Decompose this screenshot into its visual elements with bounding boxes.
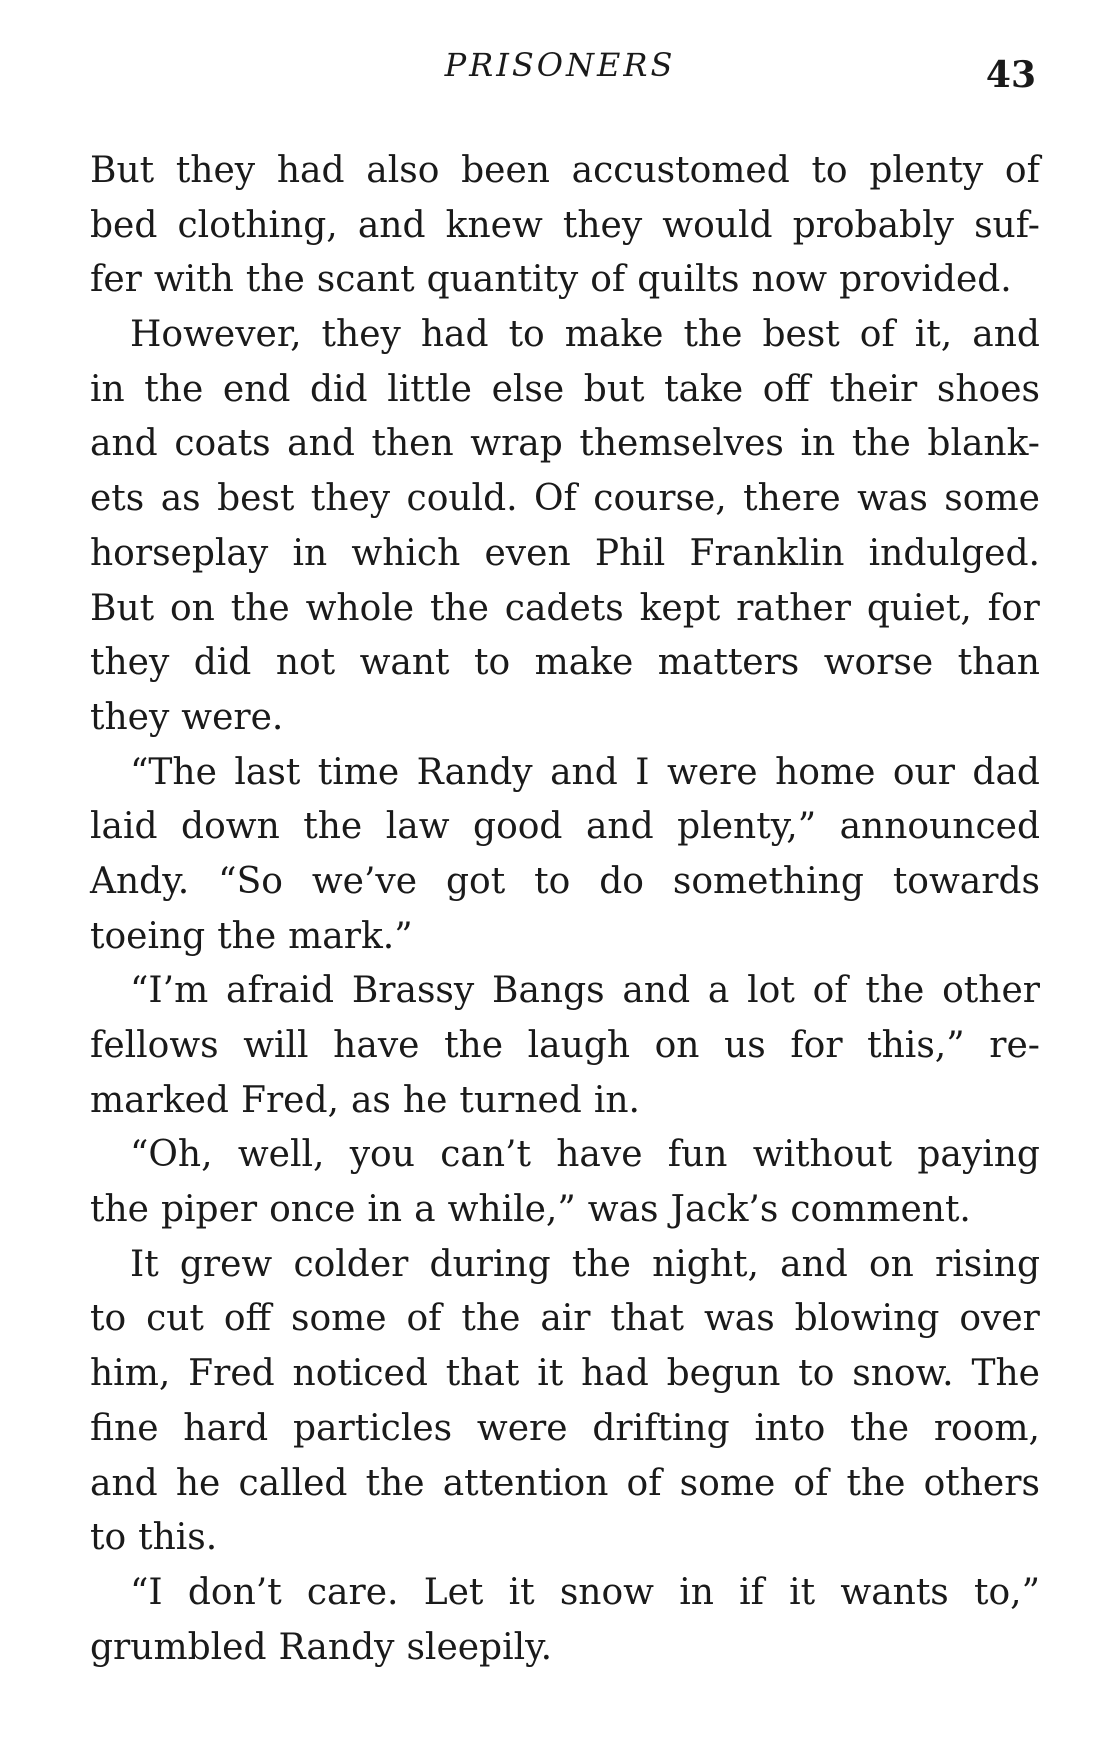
text-line	[90, 1238, 1040, 1293]
word: provided.	[839, 259, 1012, 301]
word: Let	[423, 1571, 484, 1613]
word: the	[571, 1243, 631, 1285]
word: it,	[914, 314, 953, 356]
word: Fred	[188, 1353, 275, 1395]
word: Randy	[278, 1626, 395, 1668]
word: our	[892, 751, 955, 793]
word: rather	[736, 587, 851, 629]
word: But	[90, 587, 155, 629]
word: end	[222, 368, 291, 410]
word: which	[351, 532, 461, 574]
word: the	[850, 1407, 910, 1449]
word: the	[461, 1298, 521, 1340]
word: last	[234, 751, 301, 793]
word: during	[429, 1243, 551, 1285]
body-text	[90, 144, 1040, 1675]
text-line	[90, 527, 1040, 582]
text-line	[90, 308, 1040, 363]
word: wrap	[470, 423, 563, 465]
text-line	[90, 1566, 1040, 1621]
word: for	[987, 587, 1040, 629]
word: sleepily.	[406, 1626, 553, 1668]
word: Randy	[416, 751, 533, 793]
word: accustomed	[571, 150, 790, 191]
word: air	[540, 1298, 591, 1340]
word: Of	[534, 478, 577, 520]
word: to	[90, 1517, 127, 1559]
word: something	[672, 860, 864, 902]
word: horseplay	[90, 532, 269, 574]
word: fun	[667, 1134, 728, 1176]
word: drifting	[592, 1407, 730, 1449]
word: of	[590, 259, 626, 301]
word: to	[811, 150, 848, 191]
word: was	[857, 478, 928, 520]
text-line	[90, 1074, 1040, 1129]
word: to	[798, 1353, 835, 1395]
word: had	[276, 150, 345, 191]
text-line	[90, 1183, 1040, 1238]
word: the	[230, 587, 290, 629]
word: the	[865, 970, 925, 1012]
word: did	[310, 368, 368, 410]
word: Bangs	[492, 970, 605, 1012]
word: you	[349, 1134, 415, 1176]
word: were	[666, 751, 758, 793]
word: paying	[917, 1134, 1040, 1176]
word: colder	[293, 1243, 409, 1285]
text-line	[90, 1511, 1040, 1566]
word: and	[972, 314, 1040, 356]
word: for	[790, 1025, 843, 1066]
word: will	[243, 1025, 309, 1066]
word: But	[90, 150, 155, 191]
word: they	[562, 204, 643, 246]
word: the	[683, 314, 743, 356]
word: whole	[305, 587, 415, 629]
word: re-	[989, 1025, 1040, 1066]
word: snow.	[852, 1353, 954, 1395]
word: Franklin	[689, 532, 845, 574]
word: than	[957, 642, 1040, 684]
word: ets	[90, 478, 145, 520]
word: it	[537, 1353, 564, 1395]
text-line	[90, 1347, 1040, 1402]
text-line	[90, 746, 1040, 801]
word: blowing	[794, 1298, 940, 1340]
word: snow	[559, 1571, 654, 1613]
word: to,”	[974, 1571, 1040, 1613]
word: comment.	[790, 1189, 971, 1231]
text-line	[90, 691, 1040, 746]
word: off	[223, 1298, 272, 1340]
text-line	[90, 417, 1040, 472]
word: if	[739, 1571, 764, 1613]
word: particles	[292, 1407, 453, 1449]
word: laugh	[527, 1025, 631, 1066]
word: of	[406, 1298, 442, 1340]
word: they	[90, 696, 170, 738]
word: had	[581, 1353, 649, 1395]
word: dad	[972, 751, 1040, 793]
word: can’t	[440, 1134, 531, 1176]
word: coats	[174, 423, 271, 465]
word: do	[599, 860, 644, 902]
word: but	[583, 368, 645, 410]
word: well,	[237, 1134, 325, 1176]
word: fine	[90, 1407, 159, 1449]
word: the	[90, 1189, 149, 1231]
word: toeing	[90, 915, 206, 957]
running-title: PRISONERS	[444, 46, 676, 84]
word: Brassy	[351, 970, 475, 1012]
word: in.	[593, 1079, 640, 1121]
word: it	[508, 1571, 535, 1613]
word: other	[942, 970, 1040, 1012]
word: the	[245, 259, 305, 301]
word: a	[414, 1189, 436, 1231]
word: was	[703, 1298, 775, 1340]
word: I	[635, 751, 650, 793]
word: course,	[593, 478, 727, 520]
word: as	[350, 1079, 391, 1121]
word: they	[175, 150, 256, 191]
text-line	[90, 253, 1040, 308]
word: rising	[935, 1243, 1040, 1285]
word: and	[287, 423, 355, 465]
text-line	[90, 582, 1040, 637]
word: also	[366, 150, 440, 191]
word: were	[476, 1407, 568, 1449]
word: else	[491, 368, 565, 410]
word: us	[724, 1025, 766, 1066]
word: then	[371, 423, 454, 465]
word: and	[622, 970, 691, 1012]
word: now	[751, 259, 828, 301]
word: cut	[146, 1298, 204, 1340]
word: “I’m	[130, 970, 209, 1012]
word: little	[387, 368, 472, 410]
word: to	[508, 314, 545, 356]
word: have	[333, 1025, 420, 1066]
word: off	[762, 368, 810, 410]
word: of	[1004, 150, 1040, 191]
word: plenty	[869, 150, 984, 191]
word: they	[310, 478, 391, 520]
word: as	[160, 478, 201, 520]
word: this,”	[867, 1025, 965, 1066]
word: night,	[652, 1243, 759, 1285]
word: marked	[90, 1079, 229, 1121]
text-line	[90, 855, 1040, 910]
text-line	[90, 1402, 1040, 1457]
text-line	[90, 472, 1040, 527]
word: wants	[840, 1571, 949, 1613]
text-line	[90, 636, 1040, 691]
word: blank-	[927, 423, 1040, 465]
word: there	[743, 478, 841, 520]
word: the	[217, 915, 277, 957]
word: and	[550, 751, 618, 793]
text-line	[90, 1019, 1040, 1074]
word: their	[829, 368, 918, 410]
word: of	[793, 1462, 829, 1504]
word: Fred,	[240, 1079, 339, 1121]
word: piper	[160, 1189, 258, 1231]
word: it	[789, 1571, 816, 1613]
text-line	[90, 964, 1040, 1019]
word: “Oh,	[130, 1134, 213, 1176]
running-head	[0, 44, 1120, 94]
word: law	[385, 806, 450, 848]
word: afraid	[226, 970, 335, 1012]
word: on	[654, 1025, 700, 1066]
word: the	[365, 1462, 425, 1504]
word: Jack’s	[670, 1189, 779, 1231]
word: mark.”	[288, 915, 413, 957]
word: on	[169, 587, 215, 629]
word: home	[775, 751, 876, 793]
word: could.	[406, 478, 518, 520]
text-line	[90, 363, 1040, 418]
word: others	[923, 1462, 1040, 1504]
word: The	[971, 1353, 1040, 1395]
word: in	[800, 423, 836, 465]
word: of	[812, 970, 848, 1012]
word: the	[429, 587, 489, 629]
word: suf-	[974, 204, 1040, 246]
word: time	[317, 751, 400, 793]
word: in	[367, 1189, 403, 1231]
word: kept	[639, 587, 721, 629]
text-line	[90, 1128, 1040, 1183]
word: the	[303, 806, 363, 848]
word: “I	[130, 1571, 163, 1613]
word: grew	[179, 1243, 273, 1285]
word: been	[461, 150, 550, 191]
word: clothing,	[177, 204, 338, 246]
word: and	[357, 204, 426, 246]
word: make	[564, 314, 664, 356]
word: got	[446, 860, 506, 902]
word: a	[707, 970, 730, 1012]
word: make	[534, 642, 634, 684]
word: without	[752, 1134, 893, 1176]
word: quilts	[637, 259, 740, 301]
word: have	[556, 1134, 643, 1176]
word: knew	[445, 204, 543, 246]
word: of	[626, 1462, 662, 1504]
word: best	[217, 478, 295, 520]
word: the	[846, 1462, 906, 1504]
word: turned	[459, 1079, 582, 1121]
word: some	[679, 1462, 776, 1504]
word: grumbled	[90, 1626, 267, 1668]
word: fellows	[90, 1025, 219, 1066]
word: we’ve	[311, 860, 418, 902]
word: called	[238, 1462, 348, 1504]
word: while,”	[447, 1189, 576, 1231]
word: It	[130, 1243, 159, 1285]
word: noticed	[292, 1353, 428, 1395]
word: the	[144, 368, 204, 410]
word: and	[585, 806, 654, 848]
word: cadets	[504, 587, 624, 629]
word: plenty,”	[677, 806, 817, 848]
word: him,	[90, 1353, 171, 1395]
text-line	[90, 1292, 1040, 1347]
word: announced	[839, 806, 1040, 848]
word: in	[90, 368, 125, 410]
word: Phil	[594, 532, 666, 574]
word: care.	[306, 1571, 399, 1613]
text-line	[90, 144, 1040, 199]
word: don’t	[187, 1571, 282, 1613]
word: best	[762, 314, 840, 356]
word: “The	[130, 751, 217, 793]
word: down	[181, 806, 280, 848]
word: matters	[657, 642, 800, 684]
word: However,	[130, 314, 302, 356]
word: quantity	[426, 259, 579, 301]
word: and	[780, 1243, 848, 1285]
word: quiet,	[866, 587, 972, 629]
word: indulged.	[868, 532, 1040, 574]
word: they	[90, 642, 170, 684]
word: Andy.	[90, 860, 190, 902]
word: hard	[183, 1407, 269, 1449]
word: towards	[892, 860, 1040, 902]
word: themselves	[579, 423, 784, 465]
word: room,	[933, 1407, 1040, 1449]
word: probably	[792, 204, 954, 246]
word: begun	[666, 1353, 781, 1395]
word: shoes	[936, 368, 1040, 410]
word: to	[534, 860, 571, 902]
word: was	[587, 1189, 659, 1231]
word: they	[321, 314, 401, 356]
word: bed	[90, 204, 158, 246]
word: “So	[218, 860, 283, 902]
word: even	[484, 532, 571, 574]
word: laid	[90, 806, 158, 848]
page-number: 43	[985, 54, 1036, 96]
word: he	[175, 1462, 221, 1504]
word: the	[444, 1025, 504, 1066]
word: fer	[90, 259, 142, 301]
word: on	[869, 1243, 914, 1285]
word: some	[944, 478, 1040, 520]
word: some	[290, 1298, 387, 1340]
text-line	[90, 800, 1040, 855]
word: into	[754, 1407, 826, 1449]
word: he	[402, 1079, 448, 1121]
word: would	[662, 204, 773, 246]
word: worse	[823, 642, 934, 684]
word: to	[90, 1298, 127, 1340]
word: this.	[138, 1517, 218, 1559]
word: take	[664, 368, 744, 410]
word: and	[90, 1462, 158, 1504]
word: that	[445, 1353, 520, 1395]
word: scant	[316, 259, 415, 301]
text-line	[90, 910, 1040, 965]
word: to	[473, 642, 511, 684]
word: want	[359, 642, 450, 684]
word: lot	[747, 970, 795, 1012]
word: good	[473, 806, 563, 848]
word: in	[679, 1571, 714, 1613]
word: not	[275, 642, 336, 684]
word: were.	[181, 696, 284, 738]
word: and	[90, 423, 158, 465]
word: attention	[442, 1462, 609, 1504]
text-line	[90, 199, 1040, 254]
text-line	[90, 1621, 1040, 1676]
word: the	[851, 423, 911, 465]
text-line	[90, 1457, 1040, 1512]
word: had	[420, 314, 489, 356]
word: in	[292, 532, 328, 574]
word: that	[610, 1298, 685, 1340]
word: once	[269, 1189, 356, 1231]
word: of	[859, 314, 895, 356]
word: with	[153, 259, 234, 301]
word: over	[959, 1298, 1040, 1340]
word: did	[193, 642, 252, 684]
